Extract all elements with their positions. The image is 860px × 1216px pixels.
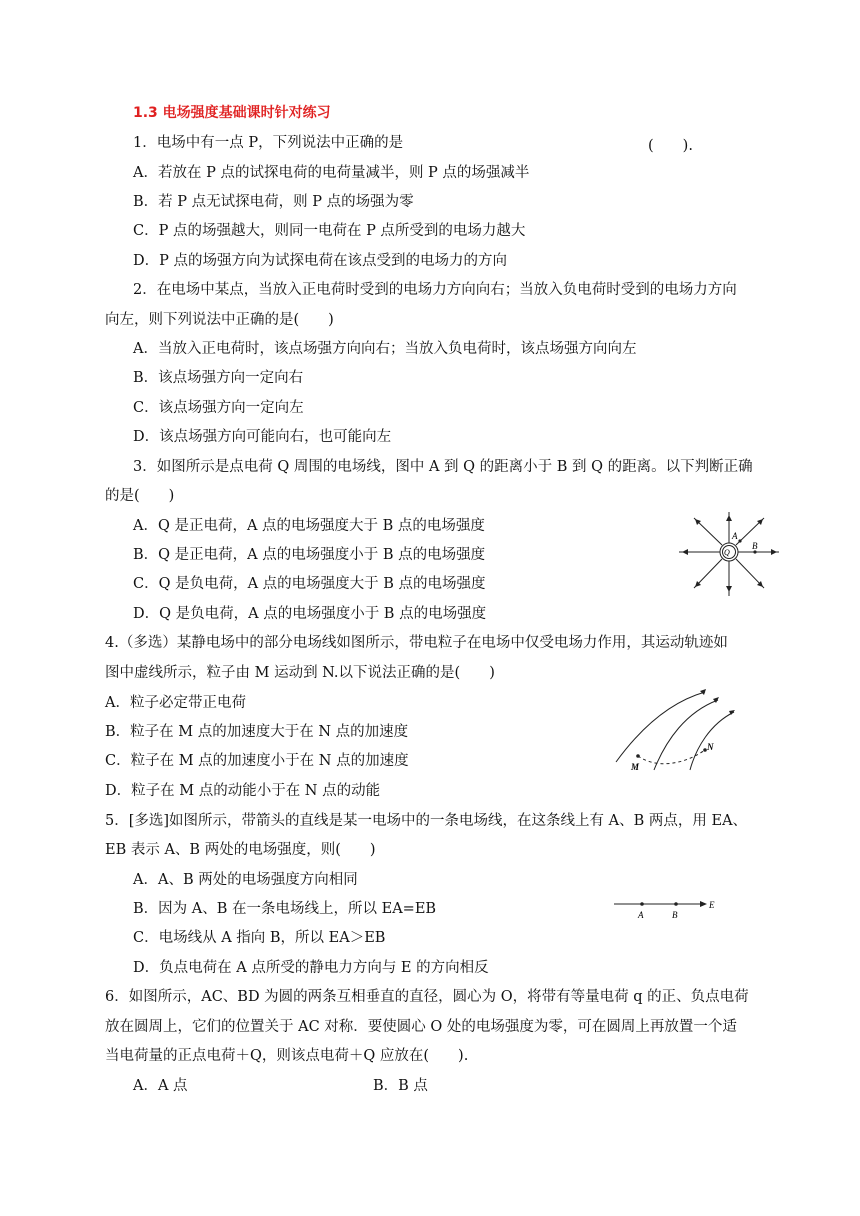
question-2-option-a: A．当放入正电荷时，该点场强方向向右；当放入负电荷时，该点场强方向向左 [133,341,637,357]
question-1-option-a: A．若放在 P 点的试探电荷的电荷量减半，则 P 点的场强减半 [133,165,530,181]
figure-point-b-label-q5: B [672,910,678,920]
question-1-stem: 1．电场中有一点 P，下列说法中正确的是 [133,135,404,151]
question-5-option-c: C．电场线从 A 指向 B，所以 EA＞EB [133,930,386,946]
question-2-option-d: D．该点场强方向可能向右，也可能向左 [133,429,392,445]
question-4-option-d: D．粒子在 M 点的动能小于在 N 点的动能 [105,783,381,799]
figure-curved-field-lines [610,684,750,774]
figure-point-n-label: N [707,742,714,752]
figure-point-a-label-q5: A [638,910,644,920]
question-3-stem: 3．如图所示是点电荷 Q 周围的电场线，图中 A 到 Q 的距离小于 B 到 Q 的距离。以下判断正确 [133,459,753,475]
question-6-option-a: A．A 点 [133,1078,188,1094]
question-2-option-c: C．该点场强方向一定向左 [133,400,304,416]
question-1-option-d: D．P 点的场强方向为试探电荷在该点受到的电场力的方向 [133,253,507,269]
figure-point-m-label: M [631,762,640,772]
figure-point-charge [676,510,782,598]
question-2-stem-cont: 向左，则下列说法中正确的是( ) [105,312,334,328]
question-1-option-b: B．若 P 点无试探电荷，则 P 点的场强为零 [133,194,414,210]
figure-charge-label: Q [724,548,730,557]
question-3-option-b: B．Q 是正电荷，A 点的电场强度小于 B 点的电场强度 [133,547,486,563]
question-5-option-a: A．A、B 两处的电场强度方向相同 [133,872,358,888]
question-4-option-c: C．粒子在 M 点的加速度小于在 N 点的加速度 [105,753,409,769]
question-3-stem-cont: 的是( ) [105,488,175,504]
question-4-option-b: B．粒子在 M 点的加速度大于在 N 点的加速度 [105,724,409,740]
question-5-stem: 5．[多选]如图所示，带箭头的直线是某一电场中的一条电场线，在这条线上有 A、B 两点，用 EA、 [105,813,748,829]
question-6-stem-cont-1: 放在圆周上，它们的位置关于 AC 对称．要使圆心 O 处的电场强度为零，可在圆周上再放置一个适 [105,1019,737,1035]
answer-bracket: ( ). [648,138,693,154]
question-2-stem: 2．在电场中某点，当放入正电荷时受到的电场力方向向右；当放入负电荷时受到的电场力方向 [133,282,737,298]
question-6-stem: 6．如图所示，AC、BD 为圆的两条互相垂直的直径，圆心为 O，将带有等量电荷 q 的正、负点电荷 [105,989,749,1005]
question-4-option-a: A．粒子必定带正电荷 [105,695,246,711]
question-5-option-b: B．因为 A、B 在一条电场线上，所以 EA=EB [133,901,437,917]
question-3-option-a: A．Q 是正电荷，A 点的电场强度大于 B 点的电场强度 [133,518,485,534]
question-2-option-b: B．该点场强方向一定向右 [133,370,304,386]
question-4-stem: 4.（多选）某静电场中的部分电场线如图所示，带电粒子在电场中仅受电场力作用，其运动轨迹如 [105,635,728,651]
question-6-option-b: B．B 点 [373,1078,428,1094]
figure-point-b-label: B [752,541,758,551]
figure-field-label: E [709,900,715,910]
question-5-stem-cont: EB 表示 A、B 两处的电场强度，则( ) [105,842,376,858]
figure-point-a-label: A [732,531,738,541]
question-6-stem-cont-2: 当电荷量的正点电荷＋Q，则该点电荷＋Q 应放在( ). [105,1048,469,1064]
document-title: 1.3 电场强度基础课时针对练习 [133,105,331,121]
question-3-option-c: C．Q 是负电荷，A 点的电场强度大于 B 点的电场强度 [133,576,486,592]
question-5-option-d: D．负点电荷在 A 点所受的静电力方向与 E 的方向相反 [133,960,489,976]
question-3-option-d: D．Q 是负电荷，A 点的电场强度小于 B 点的电场强度 [133,606,487,622]
question-1-option-c: C．P 点的场强越大，则同一电荷在 P 点所受到的电场力越大 [133,223,526,239]
figure-straight-field-line [612,894,724,922]
question-4-stem-cont: 图中虚线所示，粒子由 M 运动到 N.以下说法正确的是( ) [105,665,495,681]
